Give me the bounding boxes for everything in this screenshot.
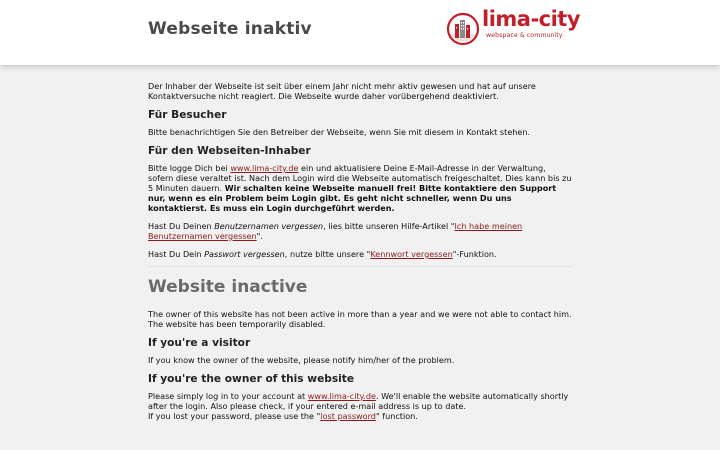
de-owner-p2-text-c: ". (256, 231, 263, 241)
de-owner-p2-emphasis: Benutzernamen vergessen (214, 221, 324, 231)
de-owner-paragraph-2 (148, 221, 572, 241)
en-owner-text-b: . We'll enable the website automatically shortly after the login. Also please check, if your entered e-mail address is up to date. (148, 391, 569, 411)
header-inner (148, 0, 581, 65)
de-owner-p3-text-c: "-Funktion. (452, 249, 497, 259)
lost-password-link[interactable]: lost password (320, 411, 376, 421)
de-owner-p3-emphasis: Passwort vergessen (204, 249, 285, 259)
en-owner-text-d: " function. (375, 411, 418, 421)
de-intro: Der Inhaber der Webseite ist seit über einem Jahr nicht mehr aktiv gewesen und hat auf unsere Kontaktversuche nicht reagiert. Die Webseite wurde daher vorübergehend deaktiviert. (148, 81, 536, 101)
forgot-password-link-de[interactable]: Kennwort vergessen (370, 249, 453, 259)
lima-city-link-en[interactable]: www.lima-city.de (307, 391, 376, 401)
de-visitors-text: Bitte benachrichtigen Sie den Betreiber der Webseite, wenn Sie mit diesem in Kontakt stehen. (148, 127, 531, 137)
en-visitor-heading: If you're a visitor (148, 337, 251, 349)
page-header (0, 0, 720, 65)
en-owner-paragraph (148, 391, 572, 421)
de-owner-p3-text-a: Hast Du Dein (148, 249, 205, 259)
en-visitor-text: If you know the owner of the website, please notify him/her of the problem. (148, 355, 455, 365)
de-owner-p3-text-b: , nutze bitte unsere " (284, 249, 371, 259)
de-owner-p1-text-a: Bitte logge Dich bei (148, 163, 231, 173)
forgot-username-link[interactable]: Ich habe meinen Benutzernamen vergessen (148, 221, 523, 241)
en-owner-heading: If you're the owner of this website (148, 373, 355, 385)
en-owner-text-a: Please simply log in to your account at (148, 391, 308, 401)
de-owner-p2-text-b: , lies bitte unseren Hilfe-Artikel " (323, 221, 455, 231)
de-owner-p1-text-b: ein und aktualisiere Deine E-Mail-Adresse in der Verwaltung, sofern diese veraltet ist. Nach dem Login wird die Webseite automatisch freigeschaltet. Dies kann bis zu 5 Minuten dauern. (148, 163, 572, 193)
logo-wordmark: lima-city (482, 7, 581, 31)
en-title: Website inactive (148, 277, 308, 297)
logo-tagline: webspace & community (486, 32, 563, 39)
de-owner-p2-text-a: Hast Du Deinen (148, 221, 215, 231)
en-owner-text-c: If you lost your password, please use the " (148, 411, 321, 421)
main-content (148, 81, 572, 421)
de-owner-p1-bold: Wir schalten keine Webseite manuell frei! Bitte kontaktiere den Support nur, wenn es ein Problem beim Login gibt. Es geht nicht schneller, wenn Du uns kontaktierst. Es muss ein Login durchgeführt werden. (148, 183, 557, 213)
de-owner-paragraph-3 (148, 249, 572, 259)
de-owner-heading: Für den Webseiten-Inhaber (148, 145, 311, 157)
lima-city-logo[interactable] (446, 7, 581, 48)
de-owner-paragraph-1 (148, 163, 572, 213)
page-title: Webseite inaktiv (148, 19, 312, 39)
lima-city-logo-icon (446, 12, 480, 46)
lima-city-link[interactable]: www.lima-city.de (230, 163, 299, 173)
de-visitors-heading: Für Besucher (148, 109, 227, 121)
en-intro: The owner of this website has not been active in more than a year and we were not able to contact him. The website has been temporarily disabled. (148, 309, 572, 329)
